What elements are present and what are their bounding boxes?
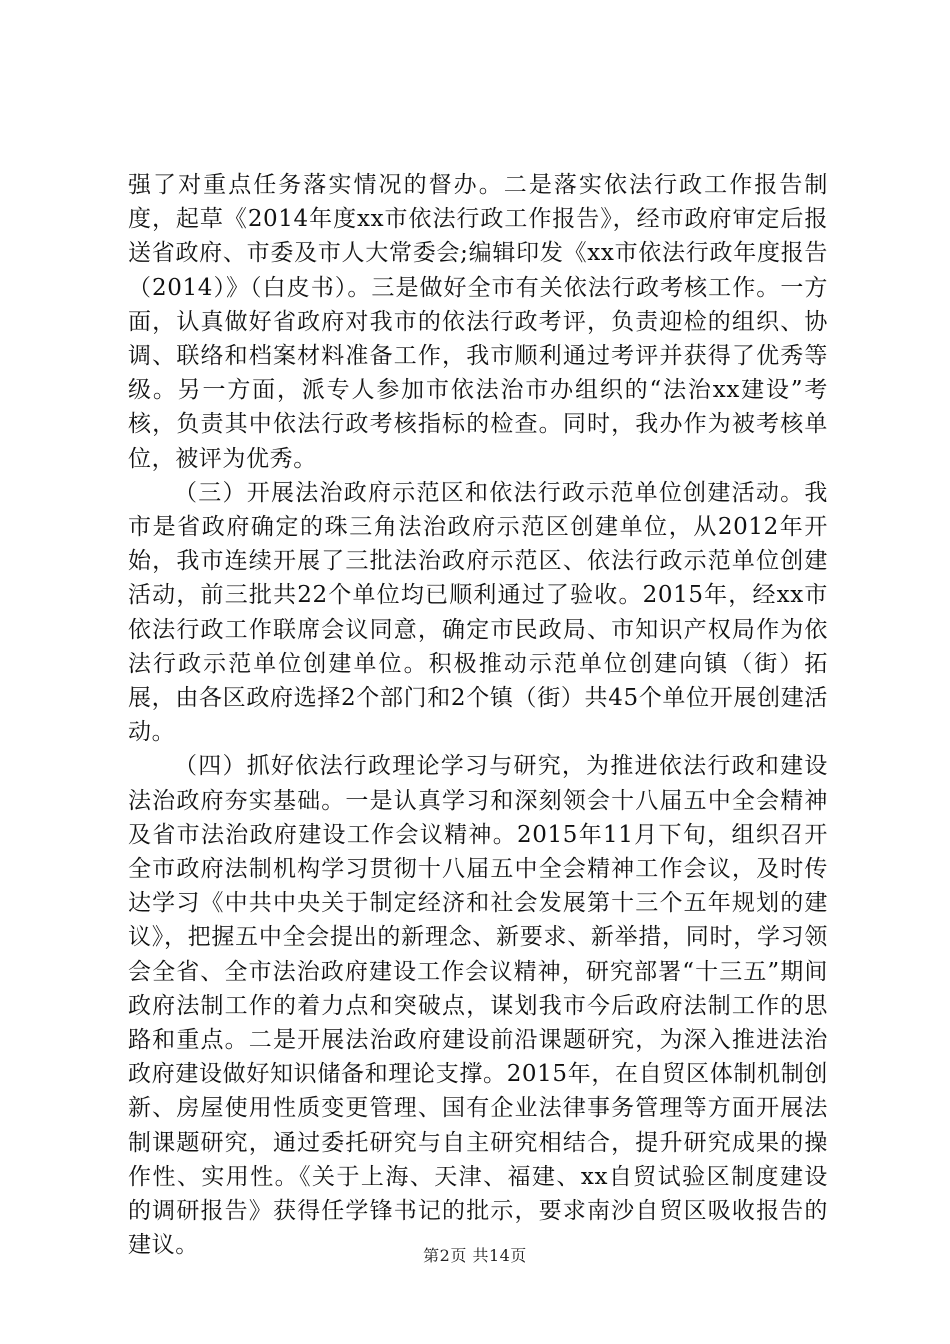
- page-number-label: 第2页 共14页: [423, 1246, 527, 1265]
- paragraph-section-four: （四）抓好依法行政理论学习与研究，为推进依法行政和建设法治政府夯实基础。一是认真学习和深刻领会十八届五中全会精神及省市法治政府建设工作会议精神。2015年11月下旬，组织召开全市政府法制机构学习贯彻十八届五中全会精神工作会议，及时传达学习《中共中央关于制定经济和社会发展第十三个五年规划的建议》，把握五中全会提出的新理念、新要求、新举措，同时，学习领会全省、全市法治政府建设工作会议精神，研究部署“十三五”期间政府法制工作的着力点和突破点，谋划我市今后政府法制工作的思路和重点。二是开展法治政府建设前沿课题研究，为深入推进法治政府建设做好知识储备和理论支撑。2015年，在自贸区体制机制创新、房屋使用性质变更管理、国有企业法律事务管理等方面开展法制课题研究，通过委托研究与自主研究相结合，提升研究成果的操作性、实用性。《关于上海、天津、福建、xx自贸试验区制度建设的调研报告》获得任学锋书记的批示，要求南沙自贸区吸收报告的建议。: [128, 753, 828, 1259]
- paragraph-section-three: （三）开展法治政府示范区和依法行政示范单位创建活动。我市是省政府确定的珠三角法治政府示范区创建单位，从2012年开始，我市连续开展了三批法治政府示范区、依法行政示范单位创建活动，前三批共22个单位均已顺利通过了验收。2015年，经xx市依法行政工作联席会议同意，确定市民政局、市知识产权局作为依法行政示范单位创建单位。积极推动示范单位创建向镇（街）拓展，由各区政府选择2个部门和2个镇（街）共45个单位开展创建活动。: [128, 479, 828, 746]
- paragraph-continuation: 强了对重点任务落实情况的督办。二是落实依法行政工作报告制度，起草《2014年度xx市依法行政工作报告》，经市政府审定后报送省政府、市委及市人大常委会;编辑印发《xx市依法行政年度报告（2014）》（白皮书）。三是做好全市有关依法行政考核工作。一方面，认真做好省政府对我市的依法行政考评，负责迎检的组织、协调、联络和档案材料准备工作，我市顺利通过考评并获得了优秀等级。另一方面，派专人参加市依法治市办组织的“法治xx建设”考核，负责其中依法行政考核指标的检查。同时，我办作为被考核单位，被评为优秀。: [128, 172, 828, 472]
- page-footer: [0, 1243, 950, 1266]
- document-body: [128, 168, 828, 1263]
